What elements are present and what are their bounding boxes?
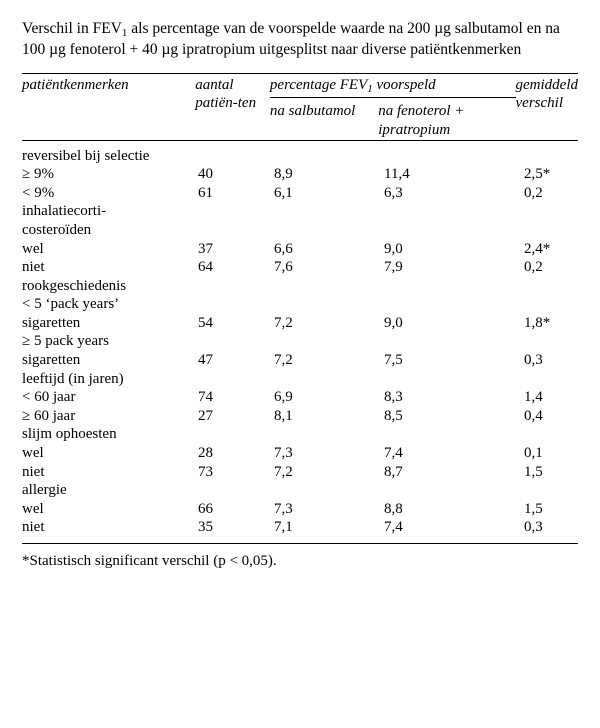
table-row	[22, 370, 578, 389]
row-group-label: slijm ophoesten	[22, 426, 117, 443]
row-group-label: ≥ 5 pack years	[22, 333, 109, 350]
table-row	[22, 295, 578, 314]
cell-e: 2,4*	[524, 240, 551, 257]
row-label: ≥ 9%	[22, 166, 54, 183]
table-caption	[22, 18, 578, 61]
cell-d	[384, 481, 524, 500]
table-row	[22, 332, 578, 351]
row-label: < 60 jaar	[22, 389, 76, 406]
table-row	[22, 221, 578, 240]
cell-d: 8,7	[384, 463, 403, 480]
table-row	[22, 277, 578, 296]
cell-n: 40	[198, 166, 213, 183]
cell-c	[274, 481, 384, 500]
row-label: sigaretten	[22, 352, 81, 369]
row-label: wel	[22, 500, 44, 517]
cell-e: 0,4	[524, 407, 543, 424]
cell-d: 7,9	[384, 259, 403, 276]
cell-n	[198, 147, 274, 166]
table-body	[22, 147, 578, 537]
table-row	[22, 351, 578, 370]
cell-n	[198, 221, 274, 240]
table-row	[22, 500, 578, 519]
table-row	[22, 184, 578, 203]
cell-e: 0,2	[524, 259, 543, 276]
cell-d	[384, 370, 524, 389]
cell-n	[198, 370, 274, 389]
table-header	[22, 76, 578, 140]
cell-c: 7,6	[274, 259, 293, 276]
caption-text-post: als percentage van de voorspelde waarde na 200 µg salbutamol en na 100 µg fenoterol + 40 µg ipratropium uitgesplitst naar diverse patiëntkenmerken	[22, 20, 560, 59]
cell-c	[274, 221, 384, 240]
row-label: < 9%	[22, 184, 55, 201]
cell-n	[198, 332, 274, 351]
row-group-label: costeroïden	[22, 221, 92, 238]
cell-n	[198, 202, 274, 221]
table-row	[22, 314, 578, 333]
cell-e	[524, 221, 578, 240]
table-row	[22, 425, 578, 444]
cell-e	[524, 147, 578, 166]
cell-c: 7,1	[274, 519, 293, 536]
cell-c	[274, 332, 384, 351]
header-row-main	[22, 76, 578, 140]
cell-n: 66	[198, 500, 213, 517]
cell-e: 1,5	[524, 463, 543, 480]
row-group-label: leeftijd (in jaren)	[22, 370, 124, 387]
cell-e	[524, 277, 578, 296]
table-row	[22, 165, 578, 184]
cell-n: 28	[198, 445, 213, 462]
cell-e: 1,4	[524, 389, 543, 406]
cell-c	[274, 277, 384, 296]
cell-d: 6,3	[384, 184, 403, 201]
cell-c: 6,9	[274, 389, 293, 406]
cell-e: 0,3	[524, 519, 543, 536]
caption-subscript: 1	[121, 27, 128, 39]
cell-n	[198, 481, 274, 500]
table-row	[22, 518, 578, 537]
cell-d: 9,0	[384, 314, 403, 331]
cell-d: 8,5	[384, 407, 403, 424]
cell-e: 0,2	[524, 184, 543, 201]
table-footnote: *Statistisch significant verschil (p < 0,05).	[22, 553, 277, 569]
cell-d	[384, 332, 524, 351]
cell-d: 7,4	[384, 519, 403, 536]
table-row	[22, 481, 578, 500]
cell-e	[524, 332, 578, 351]
table-row	[22, 444, 578, 463]
cell-c	[274, 147, 384, 166]
cell-c	[274, 202, 384, 221]
table-row	[22, 202, 578, 221]
cell-c	[274, 295, 384, 314]
cell-e	[524, 202, 578, 221]
table-header-block	[22, 74, 578, 140]
cell-e	[524, 425, 578, 444]
row-label: wel	[22, 240, 44, 257]
table-row	[22, 240, 578, 259]
cell-n: 64	[198, 259, 213, 276]
row-group-label: < 5 ‘pack years’	[22, 296, 120, 313]
cell-d: 8,8	[384, 500, 403, 517]
column-header-patient-count-label: aantal patiën-ten	[195, 76, 257, 112]
cell-n: 74	[198, 389, 213, 406]
cell-e	[524, 295, 578, 314]
row-label: niet	[22, 519, 45, 536]
table-row	[22, 463, 578, 482]
cell-c: 7,2	[274, 352, 293, 369]
cell-c	[274, 425, 384, 444]
cell-d	[384, 147, 524, 166]
table-row	[22, 388, 578, 407]
row-label: ≥ 60 jaar	[22, 407, 76, 424]
cell-c: 7,2	[274, 314, 293, 331]
cell-e	[524, 481, 578, 500]
cell-d: 7,5	[384, 352, 403, 369]
cell-d: 11,4	[384, 166, 410, 183]
row-label: sigaretten	[22, 314, 81, 331]
column-header-characteristics: patiëntkenmerken	[22, 76, 129, 93]
cell-d	[384, 425, 524, 444]
cell-n	[198, 425, 274, 444]
cell-n: 54	[198, 314, 213, 331]
row-label: wel	[22, 445, 44, 462]
cell-n: 73	[198, 463, 213, 480]
cell-c: 7,3	[274, 445, 293, 462]
cell-d	[384, 295, 524, 314]
cell-n	[198, 295, 274, 314]
cell-n: 35	[198, 519, 213, 536]
cell-e: 0,1	[524, 445, 543, 462]
row-group-label: rookgeschiedenis	[22, 277, 127, 294]
cell-n: 37	[198, 240, 213, 257]
column-header-mean-difference: gemiddeld verschil	[515, 76, 578, 112]
cell-e: 0,3	[524, 352, 543, 369]
header-row-sub	[270, 102, 516, 139]
cell-d: 8,3	[384, 389, 403, 406]
cell-c: 7,3	[274, 500, 293, 517]
cell-n: 61	[198, 184, 213, 201]
cell-e: 1,5	[524, 500, 543, 517]
row-label: niet	[22, 463, 45, 480]
table-row	[22, 147, 578, 166]
cell-c: 6,1	[274, 184, 293, 201]
cell-n: 47	[198, 352, 213, 369]
table-row	[22, 258, 578, 277]
cell-c	[274, 370, 384, 389]
cell-e: 2,5*	[524, 166, 551, 183]
cell-c: 7,2	[274, 463, 293, 480]
cell-c: 6,6	[274, 240, 293, 257]
group-subheader-table	[270, 102, 516, 139]
cell-d	[384, 221, 524, 240]
caption-text-pre: Verschil in FEV	[22, 20, 122, 37]
table-row	[22, 407, 578, 426]
row-label: niet	[22, 259, 45, 276]
group-header-rule	[270, 97, 516, 98]
group-header-pre: percentage FEV	[269, 76, 368, 93]
row-group-label: allergie	[22, 482, 67, 499]
cell-d: 9,0	[384, 240, 403, 257]
column-header-group-predicted	[270, 76, 516, 140]
cell-c: 8,9	[274, 166, 293, 183]
cell-n: 27	[198, 407, 213, 424]
cell-c: 8,1	[274, 407, 293, 424]
column-header-patient-count	[195, 76, 270, 140]
cell-n	[198, 277, 274, 296]
column-header-salbutamol: na salbutamol	[269, 103, 356, 120]
column-header-fenoterol-ipratropium: na fenoterol + ipratropium	[378, 103, 465, 138]
row-group-label: inhalatiecorti-	[22, 203, 107, 220]
group-header-post: voorspeld	[372, 76, 436, 93]
cell-d: 7,4	[384, 445, 403, 462]
group-header-subscript: 1	[367, 82, 373, 95]
row-group-label: reversibel bij selectie	[22, 147, 150, 164]
cell-e: 1,8*	[524, 314, 551, 331]
cell-d	[384, 277, 524, 296]
cell-d	[384, 202, 524, 221]
cell-e	[524, 370, 578, 389]
